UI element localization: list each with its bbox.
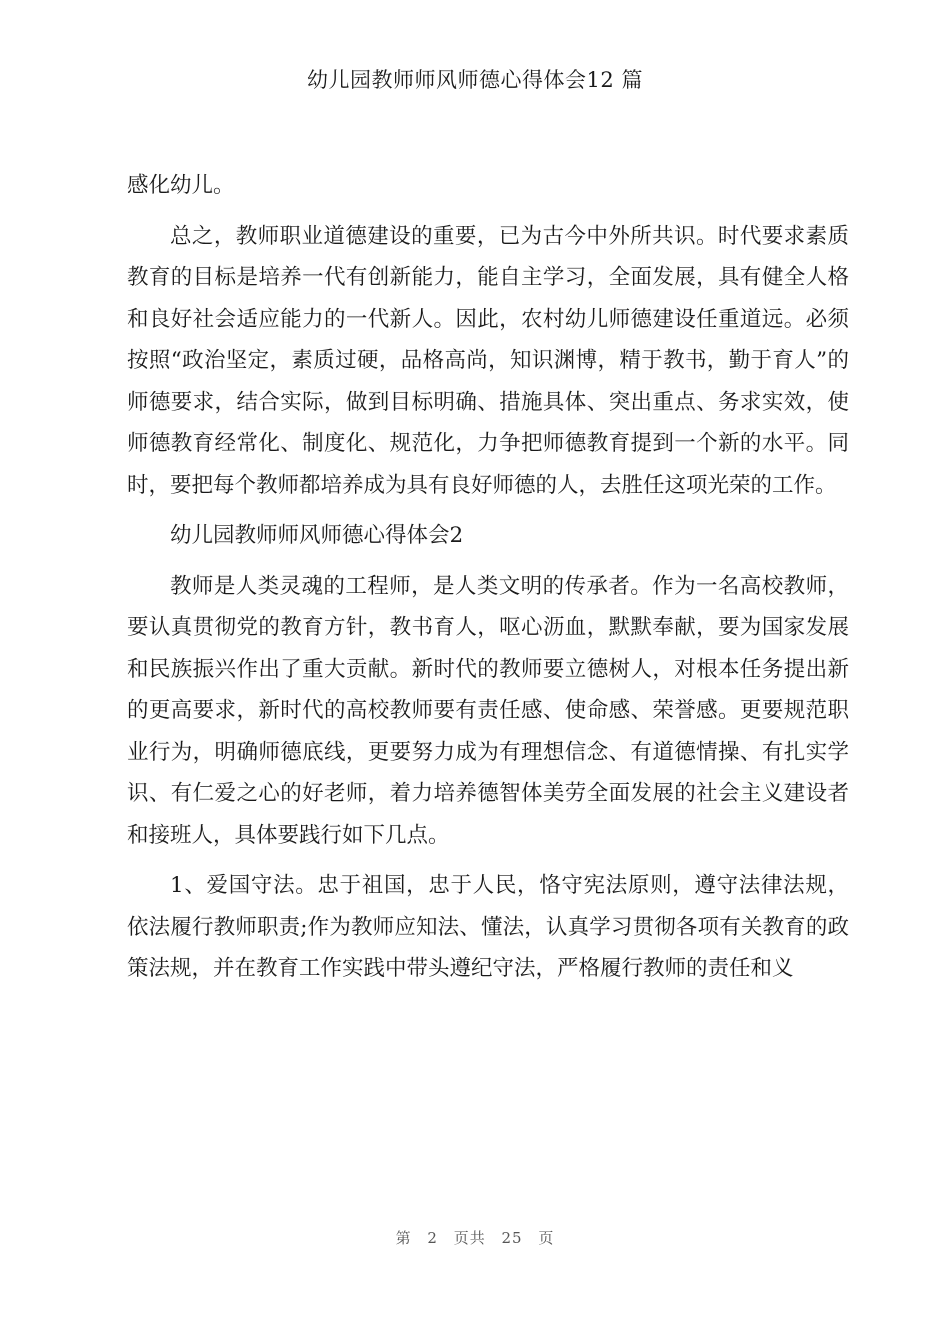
page-number-footer: 第 2 页共 25 页 bbox=[395, 1229, 555, 1247]
paragraph-point-1: 1、爱国守法。忠于祖国，忠于人民，恪守宪法原则，遵守法律法规，依法履行教师职责;作为教师应知法、懂法，认真学习贯彻各项有关教育的政策法规，并在教育工作实践中带头遵纪守法，严格履行教师的责任和义 bbox=[127, 873, 849, 981]
section-heading: 幼儿园教师师风师德心得体会2 bbox=[170, 523, 464, 548]
paragraph-summary: 总之，教师职业道德建设的重要，已为古今中外所共识。时代要求素质教育的目标是培养一代有创新能力，能自主学习，全面发展，具有健全人格和良好社会适应能力的一代新人。因此，农村幼儿师德建设任重道远。必须按照“政治坚定，素质过硬，品格高尚，知识渊博，精于教书，勤于育人”的师德要求，结合实际，做到目标明确、措施具体、突出重点、务求实效，使师德教育经常化、制度化、规范化，力争把师德教育提到一个新的水平。同时，要把每个教师都培养成为具有良好师德的人，去胜任这项光荣的工作。 bbox=[127, 223, 849, 498]
paragraph-intro: 教师是人类灵魂的工程师，是人类文明的传承者。作为一名高校教师，要认真贯彻党的教育方针，教书育人，呕心沥血，默默奉献，要为国家发展和民族振兴作出了重大贡献。新时代的教师要立德树人，对根本任务提出新的更高要求，新时代的高校教师要有责任感、使命感、荣誉感。更要规范职业行为，明确师德底线，更要努力成为有理想信念、有道德情操、有扎实学识、有仁爱之心的好老师，着力培养德智体美劳全面发展的社会主义建设者和接班人，具体要践行如下几点。 bbox=[127, 573, 849, 848]
document-body bbox=[127, 165, 849, 999]
page-header-title: 幼儿园教师师风师德心得体会12 篇 bbox=[307, 68, 643, 92]
paragraph-continuation: 感化幼儿。 bbox=[127, 173, 235, 198]
